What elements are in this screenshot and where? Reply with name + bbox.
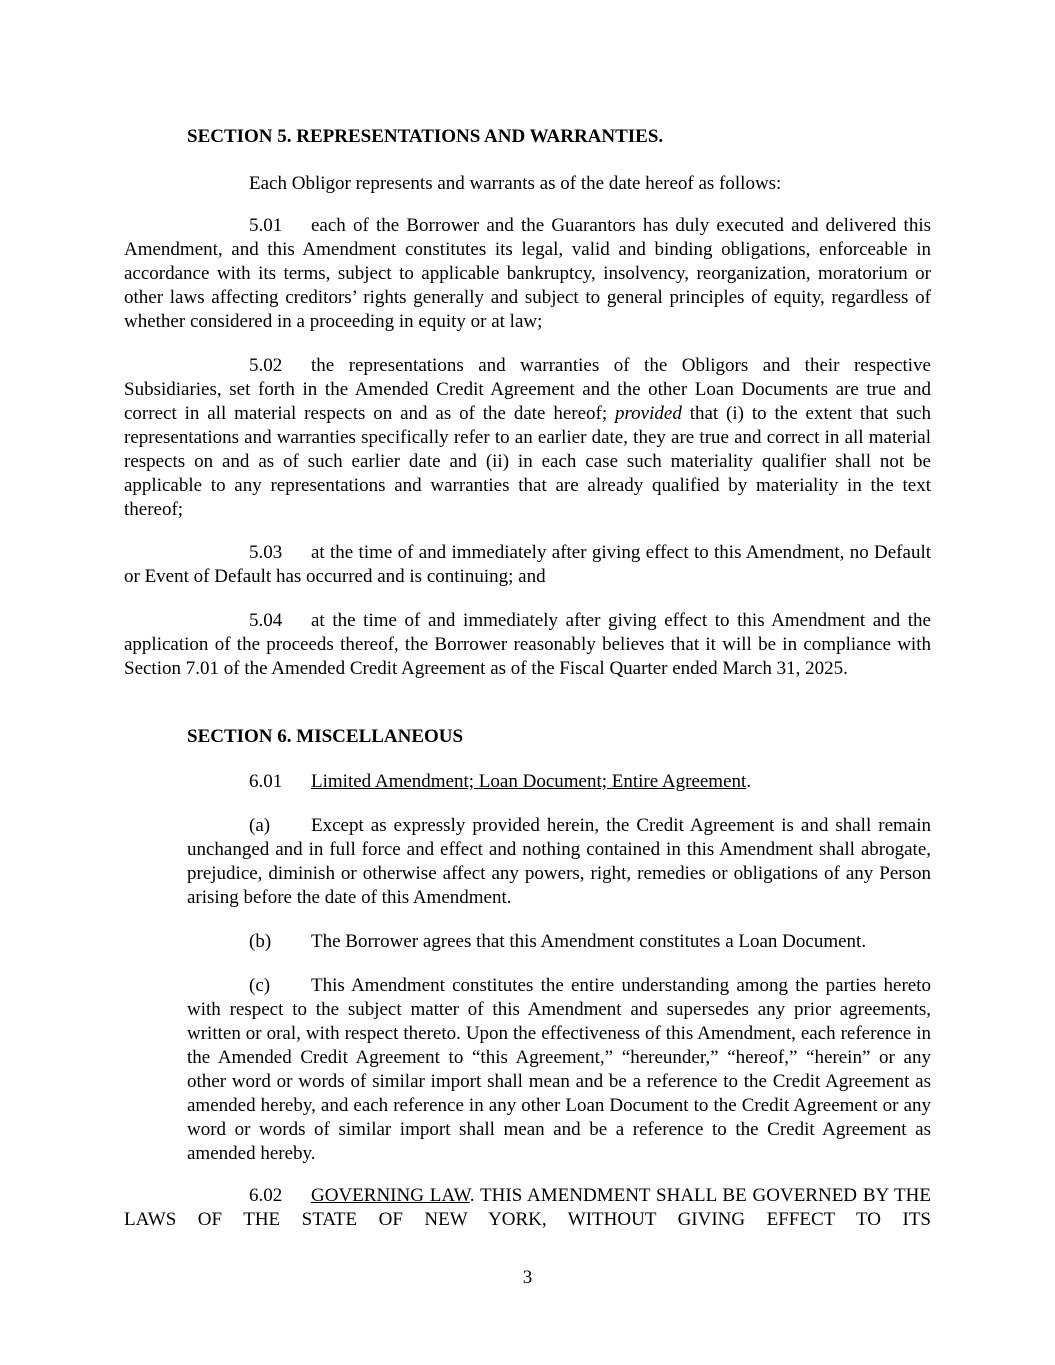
subclause-a [187,814,931,910]
clause-text: . THIS AMENDMENT SHALL BE GOVERNED BY THE LAWS OF THE STATE OF NEW YORK, WITHOUT GIVING EFFECT TO ITS [124,1185,931,1230]
clause-title: Limited Amendment; Loan Document; Entire Agreement [311,771,747,792]
subclause-label: (c) [249,975,271,996]
subclause-text: The Borrower agrees that this Amendment constitutes a Loan Document. [311,931,867,952]
clause-5-04 [124,609,931,681]
subclause-b [187,930,931,954]
clause-text-b: that (i) to the extent that such representations and warranties specifically refer to an earlier date, they are true and correct in all material respects on and as of such earlier date and (ii) in each case such materiality qualifier shall not be applicable to any representations and warranties that are already qualified by materiality in the text thereof; [124,403,931,520]
page-number: 3 [522,1267,533,1288]
clause-text-a: the representations and warranties of the Obligors and their respective Subsidiaries, set forth in the Amended Credit Agreement and the other Loan Documents are true and correct in all material respects on and as of the date hereof; [124,355,931,424]
clause-text: at the time of and immediately after giving effect to this Amendment and the application of the proceeds thereof, the Borrower reasonably believes that it will be in compliance with Section 7.01 of the Amended Credit Agreement as of the Fiscal Quarter ended March 31, 2025. [124,610,931,679]
subclause-text: Except as expressly provided herein, the Credit Agreement is and shall remain unchanged and in full force and effect and nothing contained in this Amendment shall abrogate, prejudice, diminish or otherwise affect any powers, right, remedies or obligations of any Person arising before the date of this Amendment. [187,815,931,908]
section-6-heading: SECTION 6. MISCELLANEOUS [187,726,464,747]
clause-text: each of the Borrower and the Guarantors has duly executed and delivered this Amendment, and this Amendment constitutes its legal, valid and binding obligations, enforceable in accordance with its terms, subject to applicable bankruptcy, insolvency, reorganization, moratorium or other laws affecting creditors’ rights generally and subject to general principles of equity, regardless of whether considered in a proceeding in equity or at law; [124,215,931,332]
clause-5-01 [124,214,931,334]
clause-number: 5.01 [249,215,283,236]
section-5-heading: SECTION 5. REPRESENTATIONS AND WARRANTIES. [187,126,664,147]
clause-title-period: . [746,771,752,792]
italic-term: provided [614,403,682,424]
subclause-label: (b) [249,931,272,952]
clause-5-02 [124,354,931,522]
clause-6-01 [249,770,931,794]
subclause-label: (a) [249,815,271,836]
clause-5-03 [124,541,931,589]
clause-text: at the time of and immediately after giving effect to this Amendment, no Default or Event of Default has occurred and is continuing; and [124,542,931,587]
clause-number: 5.03 [249,542,283,563]
section-5-intro: Each Obligor represents and warrants as of the date hereof as follows: [249,173,782,194]
clause-number: 6.02 [249,1185,283,1206]
subclause-c [187,974,931,1166]
clause-title: GOVERNING LAW [311,1185,470,1206]
clause-number: 5.04 [249,610,283,631]
clause-number: 5.02 [249,355,283,376]
clause-6-02 [124,1184,931,1232]
subclause-text: This Amendment constitutes the entire understanding among the parties hereto with respect to the subject matter of this Amendment and supersedes any prior agreements, written or oral, with respect thereto. Upon the effectiveness of this Amendment, each reference in the Amended Credit Agreement to “this Agreement,” “hereunder,” “hereof,” “herein” or any other word or words of similar import shall mean and be a reference to the Credit Agreement as amended hereby, and each reference in any other Loan Document to the Credit Agreement or any word or words of similar import shall mean and be a reference to the Credit Agreement as amended hereby. [187,975,931,1164]
clause-number: 6.01 [249,771,283,792]
